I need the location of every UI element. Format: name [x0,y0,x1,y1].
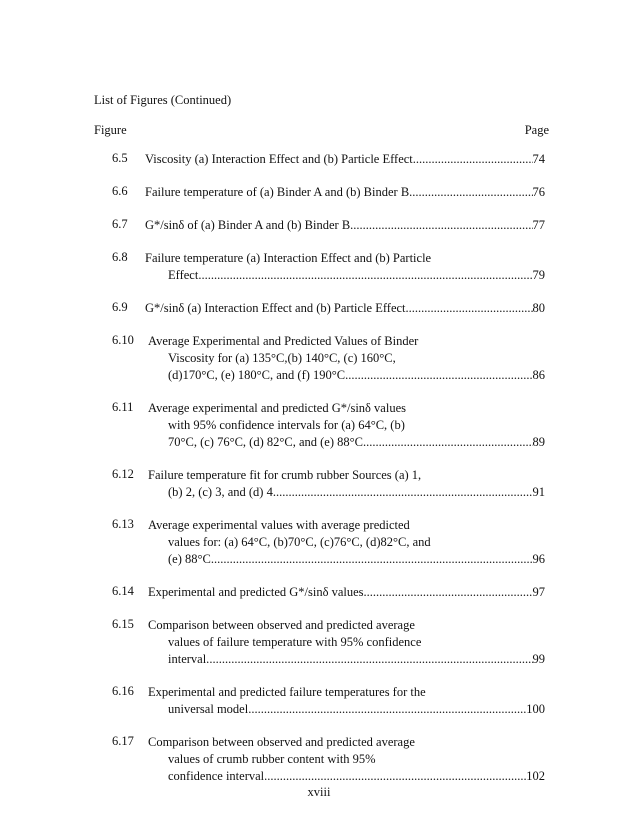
caption-text: Effect [168,268,199,282]
figure-caption-line [145,217,545,234]
caption-text: interval. [168,652,210,666]
figure-number: 6.8 [112,250,128,264]
figure-caption-line [148,584,545,601]
page-reference: 102 [526,769,545,783]
caption-text: Failure temperature of (a) Binder A and (b) Binder B [145,185,410,199]
figure-caption-line: Viscosity for (a) 135°C,(b) 140°C, (c) 160°C, [168,351,396,365]
caption-text: 70°C, (c) 76°C, (d) 82°C, and (e) 88°C [168,435,363,449]
figure-number: 6.6 [112,184,128,198]
figure-caption-line [145,151,545,168]
figure-caption-line: Failure temperature fit for crumb rubber Sources (a) 1, [148,468,422,482]
figure-caption-line: values of failure temperature with 95% confidence [168,635,422,649]
figure-entry [0,184,638,201]
dot-leader [209,651,532,668]
page-heading: List of Figures (Continued) [94,93,232,107]
figure-caption-line: Average experimental and predicted G*/sinδ values [148,401,406,415]
page-reference: 97 [532,585,545,599]
figure-caption-line [168,267,545,284]
figure-caption-line [168,551,545,568]
caption-text: universal model [168,702,249,716]
figure-caption-line [168,651,545,668]
figure-caption-line: Failure temperature (a) Interaction Effect and (b) Particle [145,251,432,265]
caption-text: (d)170°C, (e) 180°C, and (f) 190°C [168,368,346,382]
figure-number: 6.17 [112,734,134,748]
page-reference: 91 [532,485,545,499]
figure-entry [0,400,638,451]
caption-text: G*/sinδ of (a) Binder A and (b) Binder B [145,218,351,232]
page-number: xviii [307,785,331,799]
figure-caption-line: Comparison between observed and predicted average [148,735,415,749]
caption-text: Experimental and predicted G*/sinδ values [148,585,364,599]
figure-entry [0,584,638,601]
figure-number: 6.16 [112,684,134,698]
figure-list [0,151,638,801]
page-reference: 99 [532,652,545,666]
page-reference: 100 [526,702,545,716]
page-reference: 79 [532,268,545,282]
figure-entry [0,734,638,785]
page-column-header: Page [524,123,549,137]
caption-text: Viscosity (a) Interaction Effect and (b) Particle Effect [145,152,413,166]
figure-caption-line [168,367,545,384]
figure-caption-line: Average Experimental and Predicted Values of Binder [148,334,419,348]
figure-entry [0,217,638,234]
caption-text: (e) 88°C. [168,552,214,566]
column-headers [94,123,549,138]
figure-caption-line [145,300,545,317]
figure-number: 6.12 [112,467,134,481]
dot-leader [248,701,526,718]
dot-leader [264,768,526,785]
figure-entry [0,467,638,501]
figure-entry [0,617,638,668]
page-reference: 77 [532,218,545,232]
figure-entry [0,151,638,168]
figure-caption-line: with 95% confidence intervals for (a) 64°C, (b) [168,418,405,432]
figure-entry [0,517,638,568]
figure-entry [0,333,638,384]
dot-leader [364,584,533,601]
page-reference: 76 [532,185,545,199]
page-reference: 74 [532,152,545,166]
dot-leader [273,484,533,501]
figure-number: 6.5 [112,151,128,165]
dot-leader [214,551,533,568]
figure-number: 6.13 [112,517,134,531]
figure-number: 6.14 [112,584,134,598]
figure-caption-line [168,701,545,718]
figure-number: 6.7 [112,217,128,231]
page-reference: 80 [532,301,545,315]
page-reference: 89 [532,435,545,449]
figure-number: 6.11 [112,400,134,414]
figure-caption-line: values for: (a) 64°C, (b)70°C, (c)76°C, (d)82°C, and [168,535,431,549]
caption-text: (b) 2, (c) 3, and (d) 4 [168,485,273,499]
figure-caption-line: Average experimental values with average predicted [148,518,410,532]
dot-leader [350,217,532,234]
dot-leader [409,184,532,201]
page-reference: 96 [532,552,545,566]
figure-caption-line [168,434,545,451]
figure-entry [0,684,638,718]
figure-caption-line [168,768,545,785]
figure-entry [0,300,638,317]
dot-leader [406,300,533,317]
dot-leader [198,267,532,284]
figure-caption-line: values of crumb rubber content with 95% [168,752,376,766]
dot-leader [363,434,533,451]
figure-caption-line [145,184,545,201]
figure-column-header: Figure [94,123,127,137]
figure-number: 6.10 [112,333,134,347]
figure-caption-line: Comparison between observed and predicted average [148,618,415,632]
page-reference: 86 [532,368,545,382]
figure-entry [0,250,638,284]
dot-leader [413,151,533,168]
figure-number: 6.15 [112,617,134,631]
dot-leader [345,367,532,384]
figure-number: 6.9 [112,300,128,314]
figure-caption-line [168,484,545,501]
caption-text: G*/sinδ (a) Interaction Effect and (b) Particle Effect [145,301,406,315]
caption-text: confidence interval [168,769,265,783]
figure-caption-line: Experimental and predicted failure temperatures for the [148,685,426,699]
